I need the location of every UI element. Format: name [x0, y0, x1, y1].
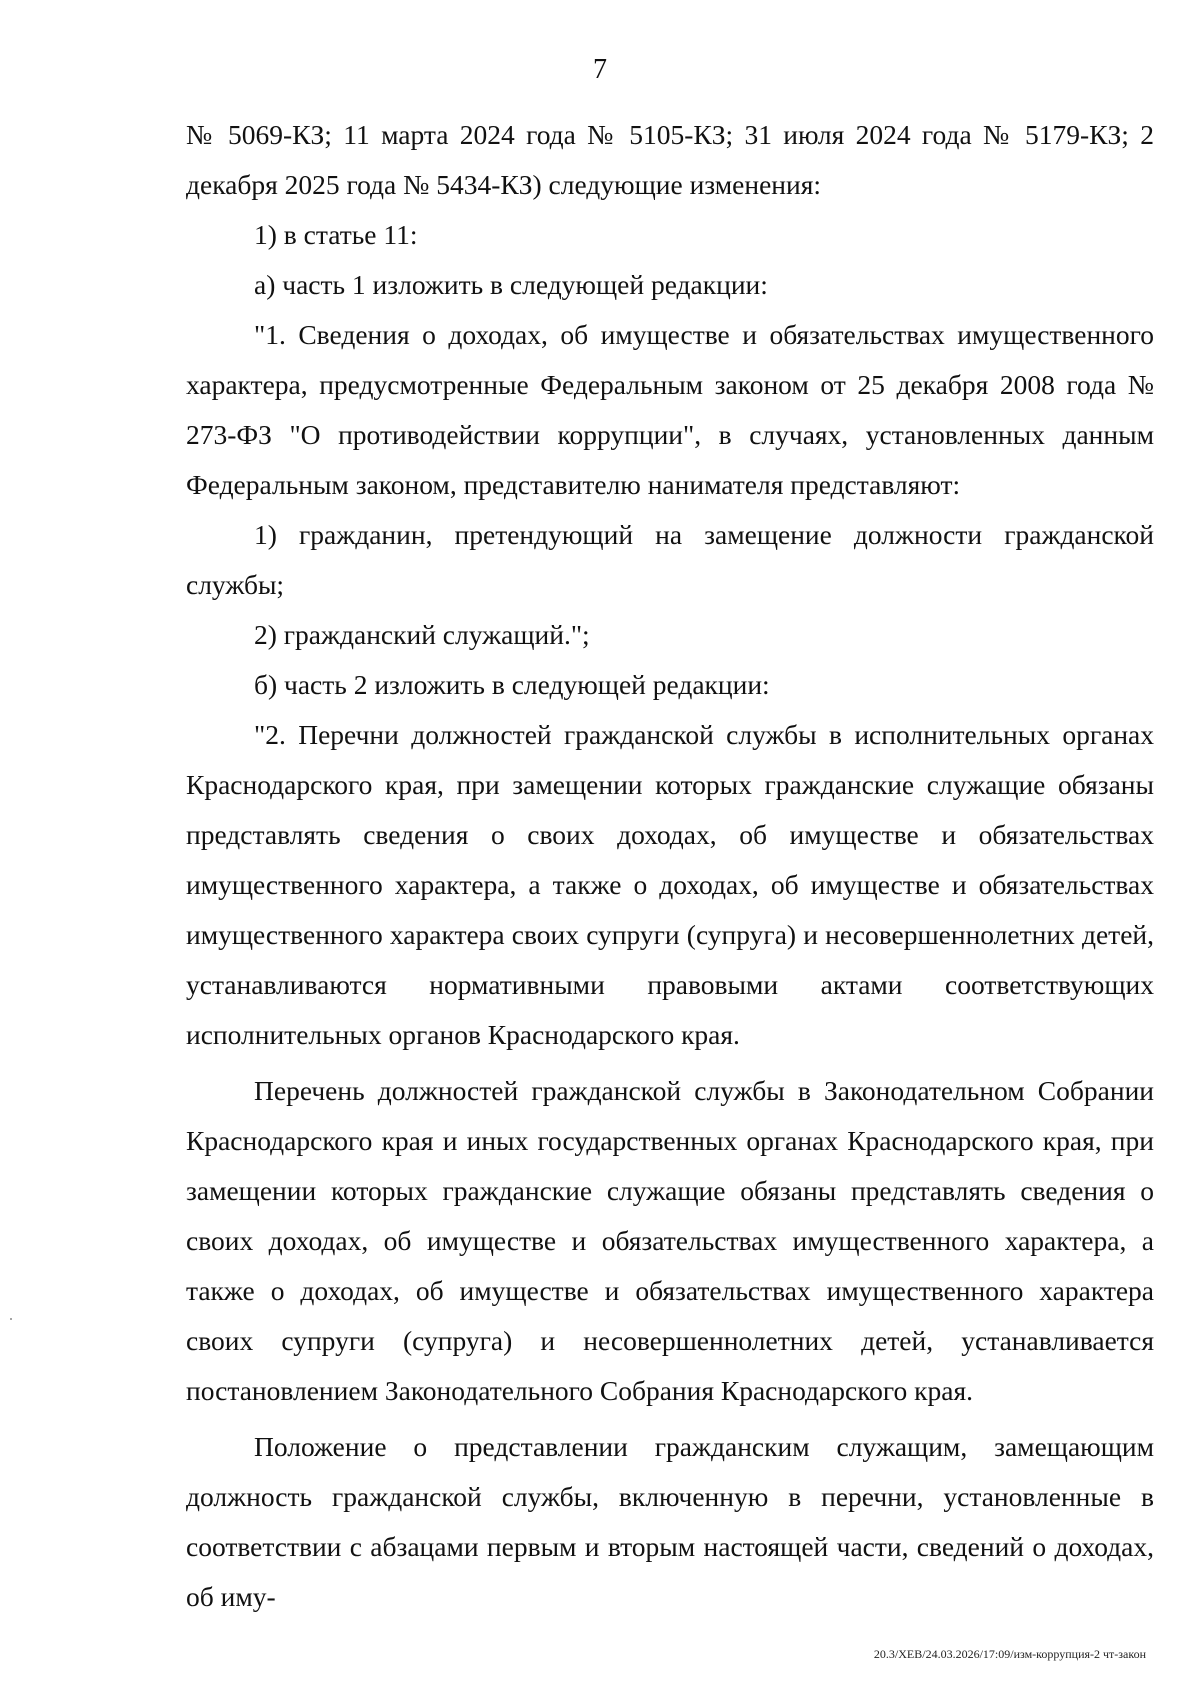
paragraph-regulation: Положение о представлении гражданским служащим, замещающим должность гражданской службы, включенную в перечни, установленные в соответствии с абзацами первым и вторым настоящей части, сведений о доходах, об иму-: [186, 1431, 1154, 1612]
paragraph-continuation: № 5069-КЗ; 11 марта 2024 года № 5105-КЗ; 31 июля 2024 года № 5179-КЗ; 2 декабря 2025 года № 5434-КЗ) следующие изменения:: [186, 119, 1154, 200]
paragraph-list-legislative: Перечень должностей гражданской службы в Законодательном Собрании Краснодарского края и иных государственных органах Краснодарского края, при замещении которых гражданские служащие обязаны представлять сведения о своих доходах, об имуществе и обязательствах имущественного характера, а также о доходах, об имуществе и обязательствах имущественного характера своих супруги (супруга) и несовершеннолетних детей, устанавливается постановлением Законодательного Собрания Краснодарского края.: [186, 1075, 1154, 1406]
paragraph-part-1-intro: а) часть 1 изложить в следующей редакции:: [254, 269, 768, 300]
document-body: [186, 110, 1154, 1622]
scan-artifact-dot: [10, 1318, 12, 1320]
paragraph-item-1: 1) гражданин, претендующий на замещение должности гражданской службы;: [186, 519, 1154, 600]
document-footer-code: 20.3/ХЕВ/24.03.2026/17:09/изм-коррупция-2 чт-закон: [873, 1647, 1146, 1661]
paragraph-article-11: 1) в статье 11:: [254, 219, 418, 250]
paragraph-part-2-intro: б) часть 2 изложить в следующей редакции:: [254, 669, 770, 700]
paragraph-item-2: 2) гражданский служащий.";: [254, 619, 590, 650]
paragraph-part-1-text: "1. Сведения о доходах, об имуществе и обязательствах имущественного характера, предусмотренные Федеральным законом от 25 декабря 2008 года № 273-ФЗ "О противодействии коррупции", в случаях, установленных данным Федеральным законом, представителю нанимателя представляют:: [186, 319, 1154, 500]
page-number: 7: [593, 54, 607, 85]
paragraph-part-2-text: "2. Перечни должностей гражданской службы в исполнительных органах Краснодарского края, при замещении которых гражданские служащие обязаны представлять сведения о своих доходах, об имуществе и обязательствах имущественного характера, а также о доходах, об имуществе и обязательствах имущественного характера своих супруги (супруга) и несовершеннолетних детей, устанавливаются нормативными правовыми актами соответствующих исполнительных органов Краснодарского края.: [186, 719, 1154, 1050]
